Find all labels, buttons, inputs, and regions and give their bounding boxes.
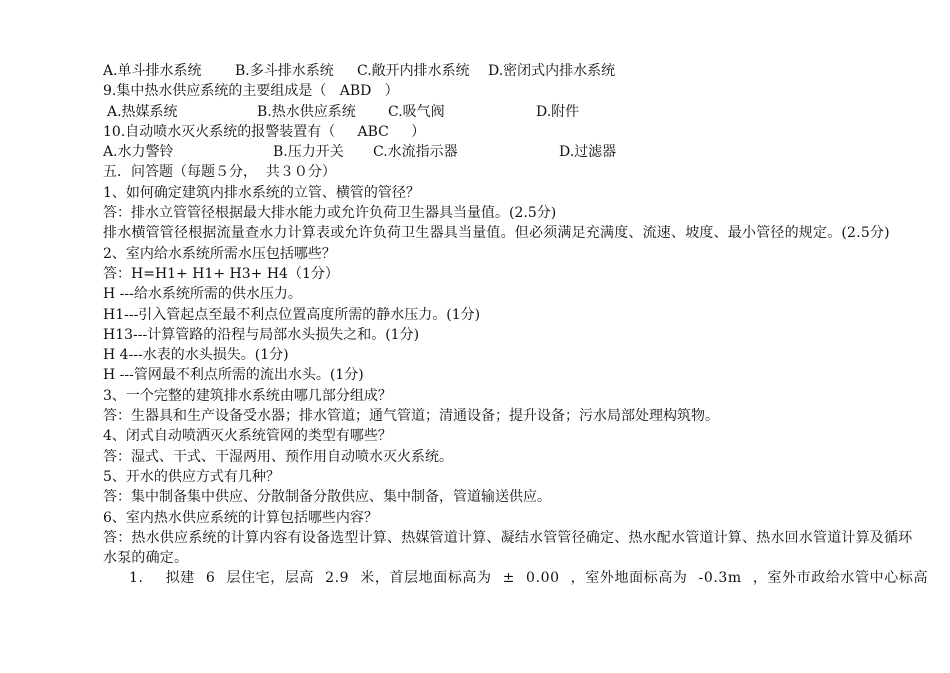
answer-6: 答：热水供应系统的计算内容有设备选型计算、热媒管道计算、凝结水管管径确定、热水配水管道计算、热水回水管道计算及循环水泵的确定。 [103, 529, 913, 567]
answer-3: 答：生器具和生产设备受水器；排水管道；通气管道；清通设备；提升设备；污水局部处理构筑物。 [103, 408, 719, 425]
question-6: 6、室内热水供应系统的计算包括哪些内容？ [103, 509, 378, 526]
q10-option-a: A.水力警铃 [103, 144, 174, 161]
q9-option-d: D.附件 [536, 103, 580, 120]
q8-options [103, 61, 925, 81]
question-3: 3、一个完整的建筑排水系统由哪几部分组成？ [103, 387, 392, 404]
q10-option-c: C.水流指示器 [373, 144, 458, 161]
answer-1-line-1: 答：排水立管管径根据最大排水能力或允许负荷卫生器具当量值。(2.5分) [103, 205, 557, 222]
question-1: 1、如何确定建筑内排水系统的立管、横管的管径？ [103, 184, 420, 201]
answer-4: 答：湿式、干式、干湿两用、预作用自动喷水灭火系统。 [103, 448, 453, 465]
q8-option-d: D.密闭式内排水系统 [488, 63, 616, 79]
document-body [103, 61, 929, 589]
question-2: 2、室内给水系统所需水压包括哪些？ [103, 245, 336, 262]
q9-option-c: C.吸气阀 [388, 103, 445, 120]
q8-option-b: B.多斗排水系统 [235, 63, 334, 79]
q10-option-b: B.压力开关 [273, 144, 344, 161]
q9-option-b: B.热水供应系统 [257, 103, 356, 120]
answer-2-line-2: H ---给水系统所需的供水压力。 [103, 286, 302, 303]
section-heading: 五．问答题（每题５分， 共３０分） [103, 164, 336, 181]
question-4: 4、闭式自动喷洒灭火系统管网的类型有哪些？ [103, 428, 392, 445]
answer-2-line-3: H1---引入管起点至最不利点位置高度所需的静水压力。(1分) [103, 306, 481, 323]
q10-options [103, 142, 925, 162]
answer-2-line-1: 答：H=H1+ H1+ H3+ H4（1分） [103, 265, 339, 282]
q9-stem: 9.集中热水供应系统的主要组成是（ ABD ） [103, 83, 399, 100]
answer-1-line-2: 排水横管管径根据流量查水力计算表或允许负荷卫生器具当量值。但必须满足充满度、流速、坡度、最小管径的规定。(2.5分) [103, 225, 890, 242]
q9-option-a: A.热媒系统 [107, 103, 178, 120]
answer-2-line-5: H 4---水表的水头损失。(1分) [103, 347, 289, 364]
answer-5: 答：集中制备集中供应、分散制备分散供应、集中制备，管道输送供应。 [103, 489, 551, 506]
q10-option-d: D.过滤器 [559, 144, 617, 161]
problem-1: 1. 拟建 6 层住宅，层高 2.9 米，首层地面标高为 ± 0.00 ，室外地面标高为 -0.3m ，室外市政给水管中心标高 [129, 570, 929, 587]
answer-2-line-6: H ---管网最不利点所需的流出水头。(1分) [103, 367, 364, 384]
answer-2-line-4: H13---计算管路的沿程与局部水头损失之和。(1分) [103, 326, 420, 343]
q8-option-a: A.单斗排水系统 [103, 63, 202, 79]
q10-stem: 10.自动喷水灭火系统的报警装置有（ ABC ） [103, 123, 426, 140]
question-5: 5、开水的供应方式有几种？ [103, 468, 280, 485]
q9-options [103, 102, 925, 122]
q8-option-c: C.敞开内排水系统 [357, 63, 470, 79]
